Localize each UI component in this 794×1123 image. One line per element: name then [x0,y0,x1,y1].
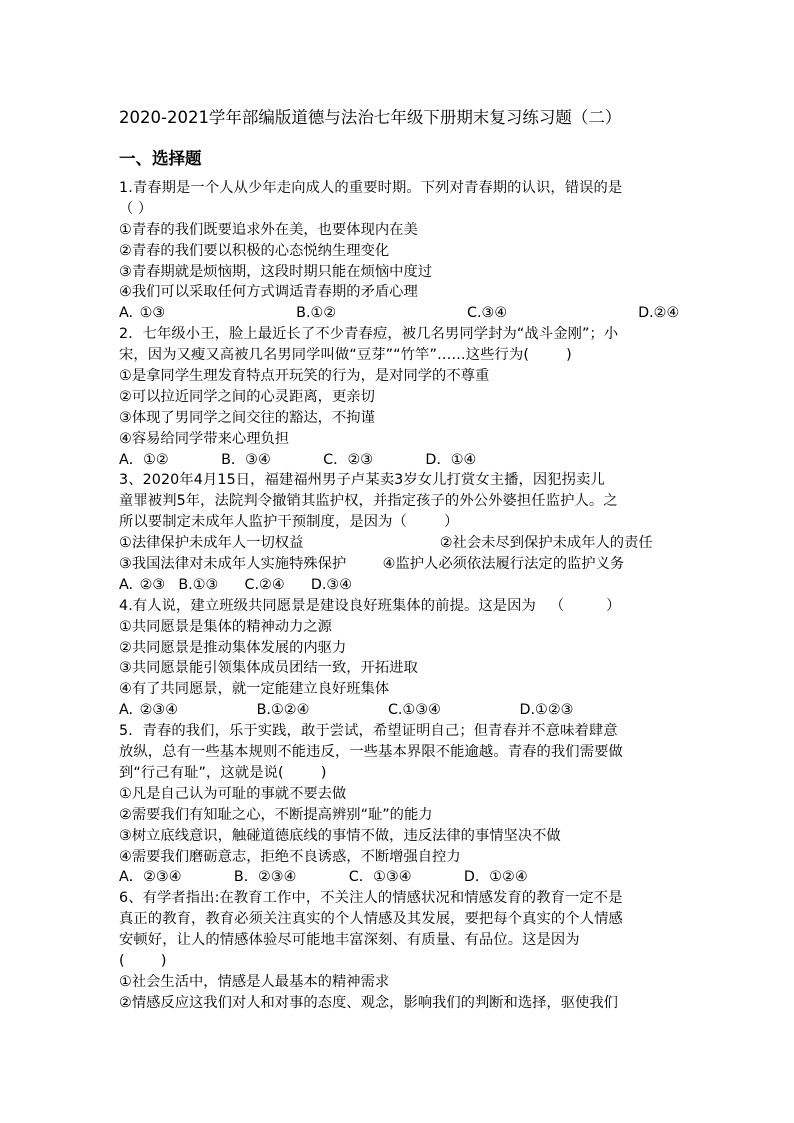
question-2-statement-4: ④容易给同学带来心理负担 [119,430,290,447]
question-6-stem-line-3: 安顿好，让人的情感体验尽可能地丰富深刻、有质量、有品位。这是因为 [119,932,580,949]
question-3-statements-1-2: ①法律保护未成年人一切权益 ②社会未尽到保护未成年人的责任 [119,535,653,552]
question-5-stem-line-2: 放纵，总有一些基本规则不能违反，一些基本界限不能逾越。青春的我们需要做 [119,744,623,761]
question-4-stem: 4.有人说，建立班级共同愿景是建设良好班集体的前提。这是因为 （ ） [119,597,621,614]
question-5-statement-3: ③树立底线意识，触碰道德底线的事情不做，违反法律的事情坚决不做 [119,827,561,844]
question-4-statement-1: ①共同愿景是集体的精神动力之源 [119,618,332,635]
question-3-stem-line-3: 所以要制定未成年人监护干预制度，是因为（ ） [119,514,459,531]
question-3-stem-line-1: 3、2020年4月15日，福建福州男子卢某卖3岁女儿打赏女主播，因犯拐卖儿 [119,472,605,489]
question-2-stem-line-2: 宋，因为又瘦又高被几名男同学叫做“豆芽”“竹竿”……这些行为( ) [119,347,572,364]
question-6-statement-2: ②情感反应这我们对人和对事的态度、观念，影响我们的判断和选择，驱使我们 [119,994,618,1011]
question-5-options: A．②③④ B．②③④ C．①③④ D．①②④ [119,869,528,886]
question-3-stem-line-2: 童罪被判5年，法院判令撤销其监护权，并指定孩子的外公外婆担任监护人。之 [119,493,618,510]
question-5-statement-4: ④需要我们磨砺意志，拒绝不良诱惑，不断增强自控力 [119,848,461,865]
question-3-options: A. ②③ B.①③ C.②④ D.③④ [119,576,353,593]
page-title: 2020-2021学年部编版道德与法治七年级下册期末复习练习题（二） [119,108,622,127]
question-2-statement-1: ①是拿同学生理发育特点开玩笑的行为，是对同学的不尊重 [119,368,490,385]
question-6-blank: ( ) [119,952,167,969]
question-2-stem-line-1: 2．七年级小王，脸上最近长了不少青春痘，被几名男同学封为“战斗金刚”；小 [119,326,619,343]
question-6-stem-line-1: 6、有学者指出:在教育工作中，不关注人的情感状况和情感发育的教育一定不是 [119,890,623,907]
question-5-stem-line-1: 5．青春的我们，乐于实践，敢于尝试，希望证明自己；但青春并不意味着肆意 [119,723,618,740]
question-1-statement-4: ④我们可以采取任何方式调适青春期的矛盾心理 [119,284,418,301]
question-2-statement-2: ②可以拉近同学之间的心灵距离，更亲切 [119,388,375,405]
question-5-statement-1: ①凡是自己认为可耻的事就不要去做 [119,785,347,802]
question-1-stem: 1.青春期是一个人从少年走向成人的重要时期。下列对青春期的认识，错误的是 [119,180,623,196]
question-5-stem-line-3: 到“行己有耻”，这就是说( ) [119,764,327,781]
question-1-options: A. ①③ B.①② C.③④ D.②④ [119,305,680,322]
question-4-statement-2: ②共同愿景是推动集体发展的内驱力 [119,639,347,656]
question-1-blank: （ ） [119,200,153,217]
question-4-statement-3: ③共同愿景能引领集体成员团结一致，开拓进取 [119,660,418,677]
question-body [119,178,679,1014]
question-1-statement-2: ②青春的我们要以积极的心态悦纳生理变化 [119,242,390,259]
section-heading: 一、选择题 [119,149,202,168]
question-1-statement-3: ③青春期就是烦恼期，这段时期只能在烦恼中度过 [119,263,433,280]
question-5-statement-2: ②需要我们有知耻之心，不断提高辨别“耻”的能力 [119,806,433,823]
question-3-statements-3-4: ③我国法律对未成年人实施特殊保护 ④监护人必须依法履行法定的监护义务 [119,556,625,573]
question-4-statement-4: ④有了共同愿景，就一定能建立良好班集体 [119,681,390,698]
question-6-statement-1: ①社会生活中，情感是人最基本的精神需求 [119,973,390,990]
question-2-options: A．①② B．③④ C．②③ D．①④ [119,451,477,468]
question-1-statement-1: ①青春的我们既要追求外在美，也要体现内在美 [119,221,418,238]
question-6-stem-line-2: 真正的教育，教育必须关注真实的个人情感及其发展，要把每个真实的个人情感 [119,911,623,928]
question-4-options: A. ②③④ B.①②④ C.①③④ D.①②③ [119,702,574,719]
question-2-statement-3: ③体现了男同学之间交往的豁达，不拘谨 [119,409,375,426]
